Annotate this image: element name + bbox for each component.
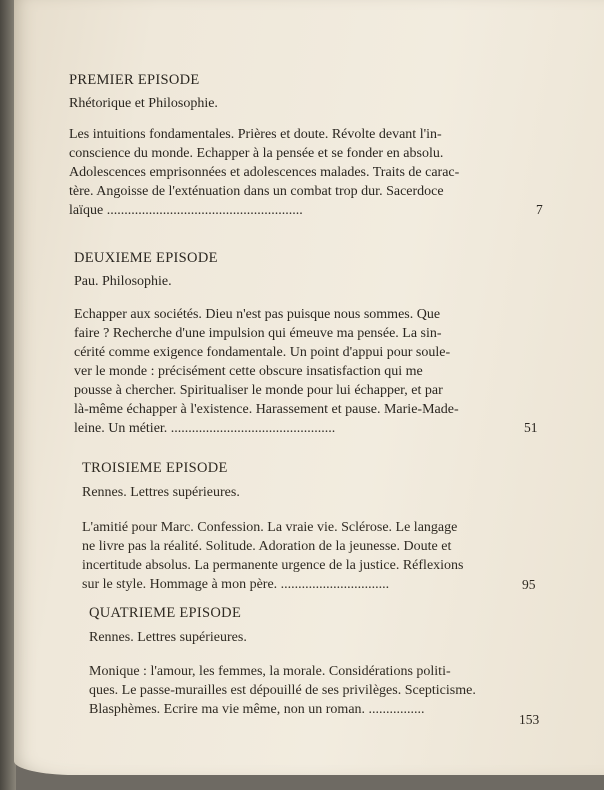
section-text-line: ne livre pas la réalité. Solitude. Adoration de la jeunesse. Doute et	[82, 539, 452, 554]
section-subtitle: Rennes. Lettres supérieures.	[82, 485, 240, 500]
section-text-line: leine. Un métier. ...............................................	[74, 421, 336, 436]
section-subtitle: Pau. Philosophie.	[74, 274, 172, 289]
section-text-line: ques. Le passe-murailles est dépouillé de ses privilèges. Scepticisme.	[89, 683, 476, 698]
page-number: 153	[519, 712, 540, 727]
section-text-line: Echapper aux sociétés. Dieu n'est pas puisque nous sommes. Que	[74, 307, 441, 322]
section-text-line: L'amitié pour Marc. Confession. La vraie vie. Sclérose. Le langage	[82, 520, 458, 535]
section-text-line: incertitude absolus. La permanente urgence de la justice. Réflexions	[82, 558, 464, 573]
section-text-line: faire ? Recherche d'une impulsion qui émeuve ma pensée. La sin-	[74, 326, 442, 341]
section-text-line: pousse à chercher. Spiritualiser le monde pour lui échapper, et par	[74, 383, 443, 398]
section-heading: QUATRIEME EPISODE	[89, 605, 242, 621]
section-text-line: tère. Angoisse de l'exténuation dans un combat trop dur. Sacerdoce	[69, 184, 444, 199]
section-heading: DEUXIEME EPISODE	[74, 250, 218, 266]
section-text-line: sur le style. Hommage à mon père. ...............................	[82, 577, 390, 592]
section-text-line: ver le monde : précisément cette obscure insatisfaction qui me	[74, 364, 423, 379]
section-text-line: Adolescences emprisonnées et adolescences malades. Traits de carac-	[69, 165, 460, 180]
section-text-line: Blasphèmes. Ecrire ma vie même, non un roman. ................	[89, 702, 425, 717]
section-text-line: cérité comme exigence fondamentale. Un point d'appui pour soule-	[74, 345, 451, 360]
section-subtitle: Rhétorique et Philosophie.	[69, 96, 218, 111]
section-text-line: conscience du monde. Echapper à la pensée et se fonder en absolu.	[69, 146, 444, 161]
section-text-line: là-même échapper à l'existence. Harassement et pause. Marie-Made-	[74, 402, 459, 417]
book-page	[14, 0, 604, 775]
page-number: 95	[522, 577, 536, 592]
section-subtitle: Rennes. Lettres supérieures.	[89, 630, 247, 645]
section-text-line: Monique : l'amour, les femmes, la morale. Considérations politi-	[89, 664, 451, 679]
page-number: 51	[524, 420, 538, 435]
section-text-line: laïque ........................................................	[69, 203, 303, 218]
section-text-line: Les intuitions fondamentales. Prières et doute. Révolte devant l'in-	[69, 127, 442, 142]
section-heading: PREMIER EPISODE	[69, 72, 200, 88]
section-heading: TROISIEME EPISODE	[82, 460, 228, 476]
page-number: 7	[536, 202, 543, 217]
